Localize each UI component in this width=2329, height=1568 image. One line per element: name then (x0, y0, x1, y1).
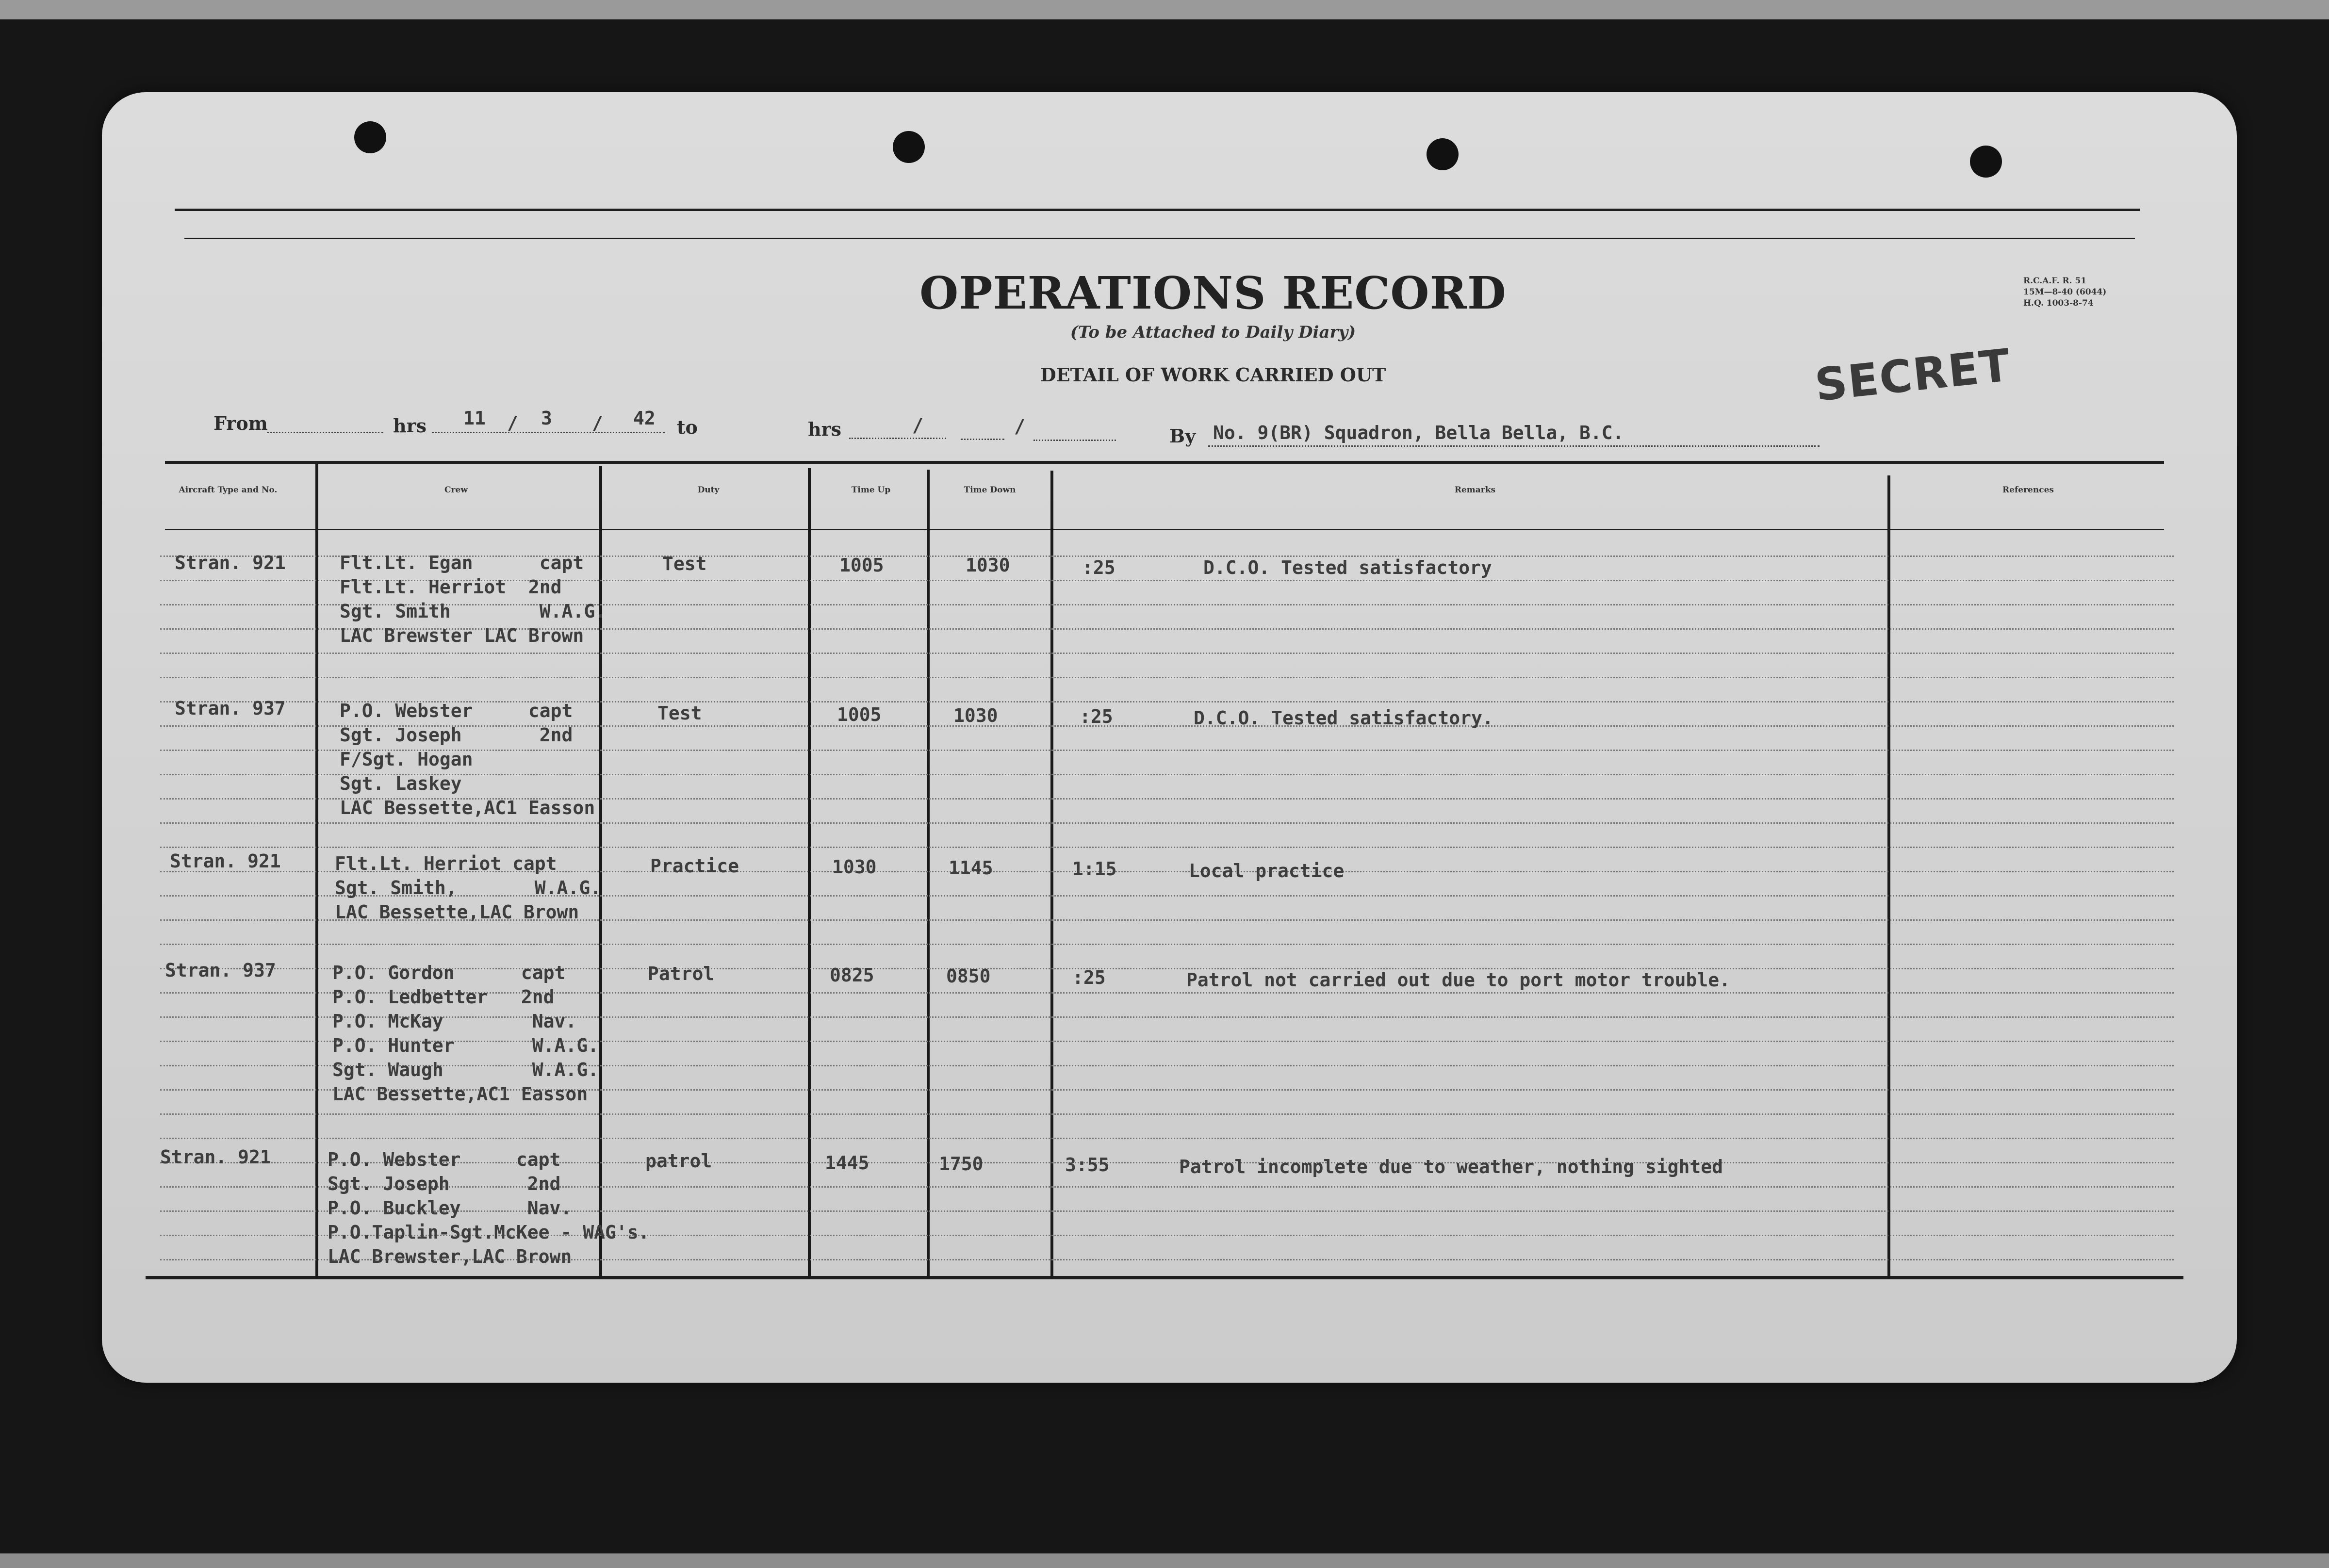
duration-cell: 1:15 (1072, 858, 1117, 880)
crew-line: LAC Bessette,AC1 Easson (340, 797, 595, 818)
row-rule (160, 677, 2174, 678)
column-divider (1887, 475, 1890, 1278)
date-year: 42 (633, 408, 656, 429)
row-rule (160, 944, 2174, 945)
duty-cell: Patrol (648, 963, 715, 984)
time-down-cell: 1145 (949, 857, 993, 879)
from-label: From (213, 412, 268, 434)
detail-heading: DETAIL OF WORK CARRIED OUT (1040, 364, 1386, 386)
duty-cell: Test (657, 702, 702, 724)
time-up-cell: 1005 (839, 555, 884, 576)
crew-line: Flt.Lt. Herriot 2nd (340, 576, 562, 598)
row-rule (160, 774, 2174, 775)
crew-line: P.O. Hunter W.A.G. (332, 1035, 599, 1056)
date-separator: / (507, 412, 518, 434)
row-rule (160, 847, 2174, 848)
crew-line: P.O. McKay Nav. (332, 1011, 577, 1032)
secret-stamp: SECRET (1812, 339, 2014, 411)
crew-line: P.O. Buckley Nav. (328, 1197, 572, 1219)
dotted-field (849, 438, 946, 439)
column-divider (927, 470, 930, 1278)
duration-cell: :25 (1082, 557, 1115, 578)
column-header-remarks: Remarks (1454, 485, 1496, 495)
duty-cell: Test (662, 553, 707, 574)
remarks-cell: Patrol incomplete due to weather, nothing sighted (1179, 1156, 1723, 1177)
time-up-cell: 0825 (830, 964, 874, 986)
time-up-cell: 1030 (832, 856, 877, 878)
column-header-aircraft: Aircraft Type and No. (179, 485, 278, 495)
crew-line: LAC Bessette,AC1 Easson (332, 1083, 588, 1105)
top-rule (175, 209, 2140, 211)
by-label: By (1169, 425, 1196, 447)
crew-line: LAC Brewster LAC Brown (340, 625, 584, 646)
aircraft-cell: Stran. 937 (175, 698, 286, 719)
crew-line: P.O. Gordon capt (332, 962, 566, 983)
time-up-cell: 1445 (825, 1152, 869, 1174)
film-frame-top (0, 0, 2329, 19)
form-subtitle: (To be Attached to Daily Diary) (1070, 323, 1356, 342)
duration-cell: :25 (1080, 706, 1113, 727)
date-separator: / (592, 412, 603, 434)
date-separator: / (1014, 416, 1025, 437)
crew-line: LAC Bessette,LAC Brown (335, 901, 579, 923)
column-divider (1050, 471, 1053, 1278)
dotted-field (961, 439, 1004, 440)
date-month: 3 (541, 408, 552, 429)
table-header-rule (165, 529, 2164, 530)
unit-name: No. 9(BR) Squadron, Bella Bella, B.C. (1213, 422, 1624, 443)
crew-line: P.O. Webster capt (340, 700, 573, 721)
duty-cell: Practice (650, 855, 739, 877)
crew-line: F/Sgt. Hogan (340, 749, 473, 770)
dotted-field (432, 432, 665, 433)
crew-line: Sgt. Joseph 2nd (340, 724, 573, 746)
column-header-duty: Duty (697, 485, 720, 495)
crew-line: Flt.Lt. Herriot capt (335, 853, 557, 874)
aircraft-cell: Stran. 921 (160, 1146, 271, 1168)
remarks-cell: Patrol not carried out due to port motor trouble. (1186, 969, 1731, 991)
dotted-field (267, 432, 383, 433)
form-title: OPERATIONS RECORD (919, 267, 1507, 319)
punch-hole (893, 131, 925, 163)
operations-record-card (102, 92, 2237, 1383)
date-day: 11 (463, 408, 486, 429)
column-header-crew: Crew (444, 485, 468, 495)
row-rule (160, 1113, 2174, 1115)
date-separator: / (912, 415, 923, 436)
row-rule (160, 653, 2174, 654)
crew-line: Sgt. Smith W.A.G. (340, 601, 607, 622)
top-rule-thin (184, 238, 2135, 239)
aircraft-cell: Stran. 921 (175, 552, 286, 573)
crew-line: P.O. Ledbetter 2nd (332, 986, 555, 1008)
crew-line: Sgt. Smith, W.A.G. (335, 877, 602, 898)
hrs-label: hrs (808, 418, 842, 440)
time-down-cell: 1030 (966, 555, 1010, 576)
duration-cell: :25 (1072, 967, 1106, 988)
to-label: to (677, 416, 698, 438)
crew-line: P.O. Webster capt (328, 1149, 561, 1170)
row-rule (160, 822, 2174, 824)
row-rule (160, 1138, 2174, 1139)
crew-line: LAC Brewster,LAC Brown (328, 1246, 572, 1267)
punch-hole (354, 121, 386, 153)
time-down-cell: 0850 (946, 965, 991, 987)
crew-line: Flt.Lt. Egan capt (340, 552, 584, 573)
column-header-time-up: Time Up (851, 485, 891, 495)
crew-line: Sgt. Joseph 2nd (328, 1173, 561, 1194)
remarks-cell: D.C.O. Tested satisfactory (1203, 557, 1492, 578)
aircraft-cell: Stran. 937 (165, 960, 276, 981)
crew-line: P.O.Taplin-Sgt.McKee - WAG's. (328, 1222, 650, 1243)
crew-line: Sgt. Waugh W.A.G. (332, 1059, 599, 1080)
film-frame-bottom (0, 1553, 2329, 1568)
remarks-cell: Local practice (1189, 860, 1345, 882)
duration-cell: 3:55 (1065, 1154, 1110, 1176)
hrs-label: hrs (393, 415, 427, 437)
column-divider (808, 468, 811, 1278)
duty-cell: patrol (645, 1150, 712, 1172)
remarks-cell: D.C.O. Tested satisfactory. (1194, 707, 1493, 729)
table-bottom-rule (146, 1276, 2183, 1279)
punch-hole (1427, 138, 1459, 170)
table-top-rule (165, 461, 2164, 464)
form-number: R.C.A.F. R. 51 15M—8-40 (6044) H.Q. 1003-8-74 (2023, 276, 2107, 308)
dotted-field (1208, 445, 1820, 447)
time-down-cell: 1750 (939, 1153, 984, 1175)
aircraft-cell: Stran. 921 (170, 850, 281, 872)
column-header-references: References (2002, 485, 2054, 495)
time-down-cell: 1030 (953, 705, 998, 726)
crew-line: Sgt. Laskey (340, 773, 462, 794)
punch-hole (1970, 146, 2002, 178)
column-header-time-down: Time Down (964, 485, 1016, 495)
time-up-cell: 1005 (837, 704, 882, 725)
dotted-field (1033, 440, 1116, 441)
